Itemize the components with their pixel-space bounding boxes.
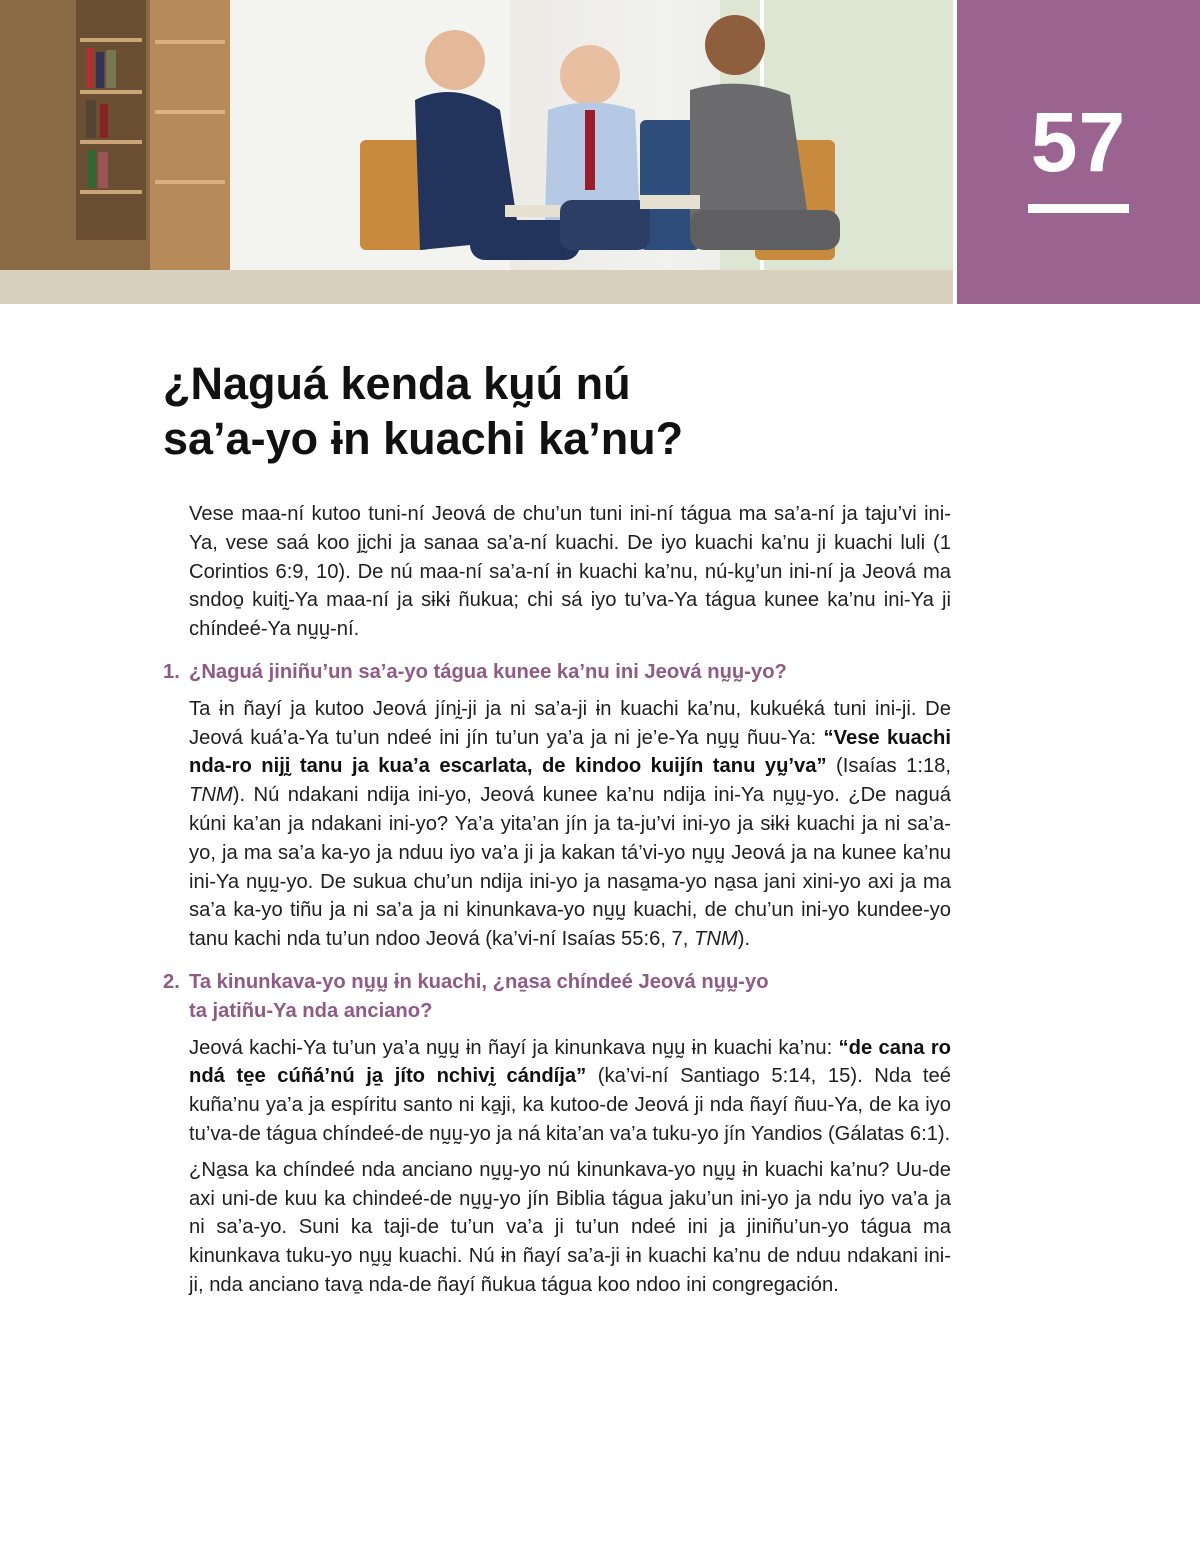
header-photo — [0, 0, 953, 304]
intro-paragraph: Vese maa-ní kutoo tuni-ní Jeová de chu’un tuni ini-ní tágua ma sa’a-ní ja taju’vi ini-Ya, vese saá koo jḭchi ja sanaa sa’a-ní kuachi. De iyo kuachi ka’nu ji kuachi luli (1 Corintios 6:9, 10). De nú maa-ní sa’a-ní ɨn kuachi ka’nu, nú-kṵ’un ini-ní ja Jeová ma sndoo̱ kuitḭ-Ya maa-ní ja sɨkɨ ñukua; chi sá iyo tu’va-Ya tágua kunee ka’nu ini-Ya ji chíndeé-Ya nṵṵ-ní. — [189, 503, 951, 641]
question-2-line-1: Ta kinunkava-yo nṵṵ ɨn kuachi, ¿na̱sa chíndeé Jeová nṵṵ-yo — [189, 970, 769, 993]
s1-text-d: ). — [737, 928, 751, 951]
question-1-text: ¿Naguá jiniñu’un sa’a-yo tágua kunee ka’nu ini Jeová nṵṵ-yo? — [189, 660, 787, 683]
chapter-number: 57 — [1030, 95, 1127, 189]
s1-tnm: TNM — [189, 784, 233, 807]
question-2-text — [189, 968, 951, 1026]
s2-text-a: Jeová kachi-Ya tu’un ya’a nṵṵ ɨn ñayí ja kinunkava nṵṵ ɨn kuachi ka’nu: — [189, 1036, 839, 1059]
question-2 — [163, 968, 951, 1026]
section-2-paragraph-1 — [189, 1034, 951, 1149]
section-2-paragraph-2: ¿Na̱sa ka chíndeé nda anciano nṵṵ-yo nú kinunkava-yo nṵṵ ɨn kuachi ka’nu? Uu-de axi uni-de kuu ka chindeé-de nṵṵ-yo jín Biblia tágua jaku’un ini-yo ja ndu iyo va’a ja ni sa’a-yo. Suni ka taji-de tu’un va’a ji tu’un ndeé ini ja jiniñu’un-yo tágua ma kinunkava tuku-yo nṵṵ kuachi. Nú ɨn ñayí sa’a-ji ɨn kuachi ka’nu de nduu ndakani ini-ji, nda anciano tava̱ nda-de ñayí ñukua tágua koo ndoo ini congregación. — [189, 1158, 951, 1296]
question-2-line-2: ta jatiñu-Ya nda anciano? — [189, 999, 433, 1022]
lesson-content — [163, 500, 951, 1307]
title-line-2: sa’a-yo ɨn kuachi ka’nu? — [163, 413, 684, 464]
title-line-1: ¿Naguá kenda kṵú nú — [163, 358, 631, 409]
page-title — [163, 356, 903, 466]
s2-quote: “de cana ro ndá te̱e cúñá’nú ja̱ jíto nchivḭ cándíja” — [189, 1036, 952, 1088]
section-1-paragraph — [189, 695, 951, 954]
three-men-photo-illustration — [0, 0, 953, 304]
question-1-number: 1. — [163, 660, 180, 683]
s1-text-c: ). Nú ndakani ndija ini-yo, Jeová kunee ka’nu ndija ini-Ya nṵṵ-yo. ¿De naguá kúni ka’an ja ndakani ini-yo? Ya’a yita’an jín ja ta-ju’vi ini-yo ja sɨkɨ kuachi ja ni sa’a-yo, ja ma sa’a ka-yo ja nduu iyo va’a ji ja kakan tá’vi-yo nṵṵ Jeová ja na kunee ka’nu ini-Ya nṵṵ-yo. De sukua chu’un ndija ini-yo ja nasa̱ma-yo na̱sa jani xini-yo axi ja ma sa’a ka-yo tiñu ja ni sa’a ja ni kinunkava-yo nṵṵ kuachi, de chu’un ini-yo kundee-yo tanu kachi nda tu’un ndoo Jeová (ka’vi-ní Isaías 55:6, 7, — [189, 784, 951, 951]
s1-tnm-2: TNM — [694, 928, 738, 951]
s2-text-b: (ka’vi-ní Santiago 5:14, 15). Nda teé kuña’nu ya’a ja espíritu santo ni ka̱ji, ka kutoo-de Jeová ji nda ñayí ñuu-Ya, de ka iyo tu’va-de tágua chíndeé-de nṵṵ-yo ja ná kita’an va’a tuku-yo jín Yandios (Gálatas 6:1). — [189, 1065, 951, 1145]
question-1 — [163, 658, 951, 687]
s1-text-a: Ta ɨn ñayí ja kutoo Jeová jínḭ-ji ja ni sa’a-ji ɨn kuachi ka’nu, kukuéká tuni ini-ji. De Jeová kuá’a-Ya tu’un ndeé ini jín tu’un ya’a ja ni je’e-Ya nṵṵ ñuu-Ya: — [189, 697, 951, 749]
chapter-number-box — [957, 0, 1200, 304]
s1-quote: “Vese kuachi nda-ro nijḭ tanu ja kua’a escarlata, de kindoo kuijín tanu yṵ’va” — [189, 726, 951, 778]
question-2-number: 2. — [163, 970, 180, 993]
chapter-number-underline — [1028, 204, 1129, 213]
s1-text-b: (Isaías 1:18, — [826, 755, 952, 778]
